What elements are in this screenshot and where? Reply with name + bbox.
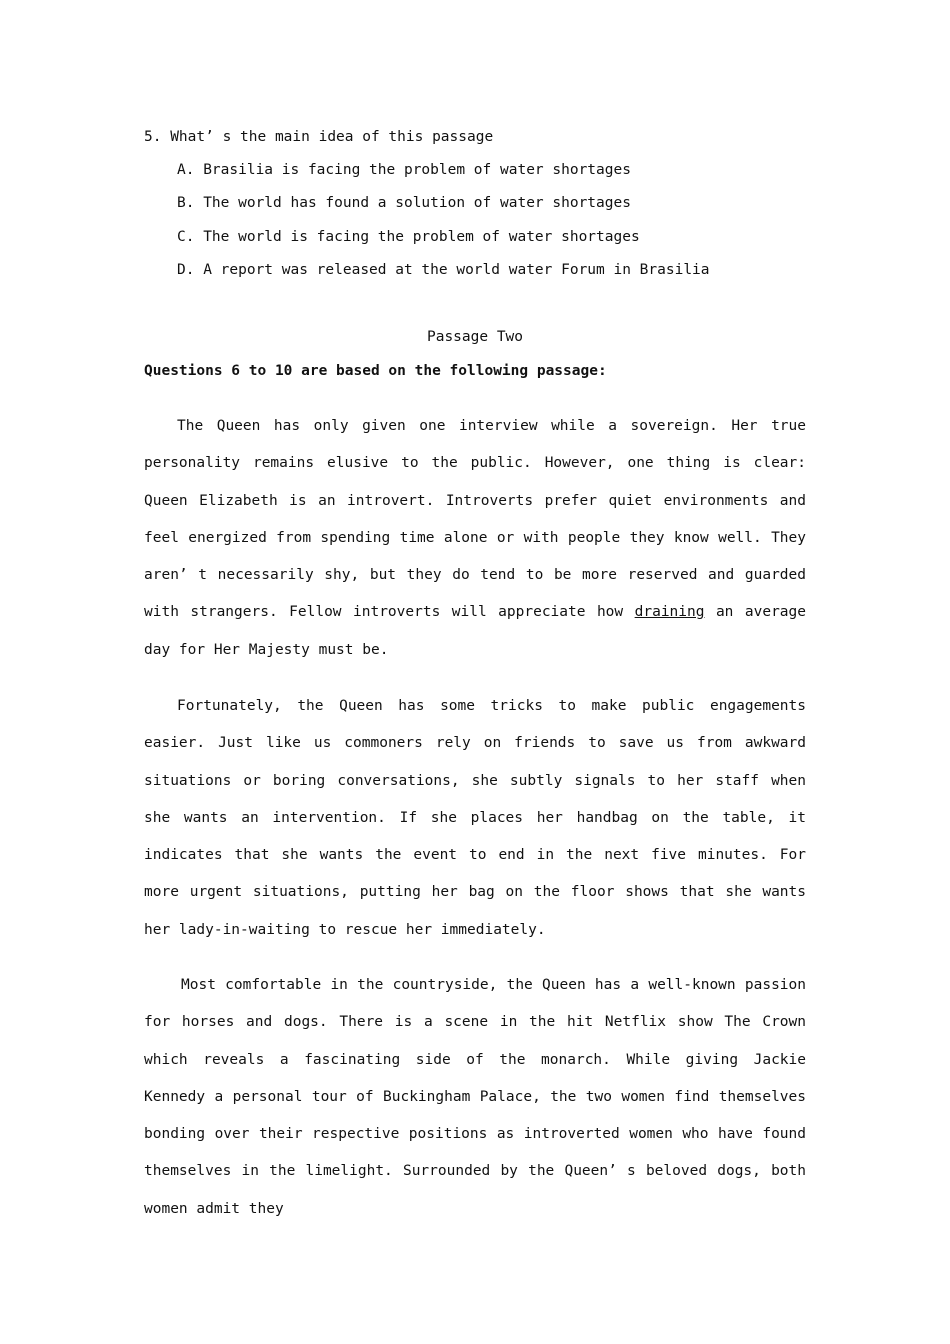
paragraph-3 xyxy=(144,967,806,1228)
underlined-word: draining xyxy=(634,604,705,621)
passage-instruction: Questions 6 to 10 are based on the following passage: xyxy=(144,363,607,379)
paragraph-1-text-b: an average day for Her Majesty must be. xyxy=(144,604,806,658)
question-5-stem: 5. What’ s the main idea of this passage xyxy=(144,129,494,145)
question-5-option-b: B. The world has found a solution of water shortages xyxy=(177,195,631,211)
question-5-option-d: D. A report was released at the world water Forum in Brasilia xyxy=(177,262,710,278)
question-5-option-c: C. The world is facing the problem of water shortages xyxy=(177,229,640,245)
question-5-option-a: A. Brasilia is facing the problem of water shortages xyxy=(177,162,631,178)
paragraph-1-text-a: The Queen has only given one interview while a sovereign. Her true personality remains elusive to the public. However, one thing is clear: Queen Elizabeth is an introvert. Introverts prefer quiet environments and feel energized from spending time alone or with people they know well. They aren’ t necessarily shy, but they do tend to be more reserved and guarded with strangers. Fellow introverts will appreciate how xyxy=(144,418,806,621)
paragraph-2-text: Fortunately, the Queen has some tricks to make public engagements easier. Just like us commoners rely on friends to save us from awkward situations or boring conversations, she subtly signals to her staff when she wants an intervention. If she places her handbag on the table, it indicates that she wants the event to end in the next five minutes. For more urgent situations, putting her bag on the floor shows that she wants her lady-in-waiting to rescue her immediately. xyxy=(144,698,806,938)
paragraph-1 xyxy=(144,408,806,669)
passage-title: Passage Two xyxy=(426,329,524,345)
paragraph-2 xyxy=(144,688,806,949)
paragraph-3-text: Most comfortable in the countryside, the Queen has a well-known passion for horses and dogs. There is a scene in the hit Netflix show The Crown which reveals a fascinating side of the monarch. While giving Jackie Kennedy a personal tour of Buckingham Palace, the two women find themselves bonding over their respective positions as introverted women who have found themselves in the limelight. Surrounded by the Queen’ s beloved dogs, both women admit they xyxy=(144,977,806,1217)
